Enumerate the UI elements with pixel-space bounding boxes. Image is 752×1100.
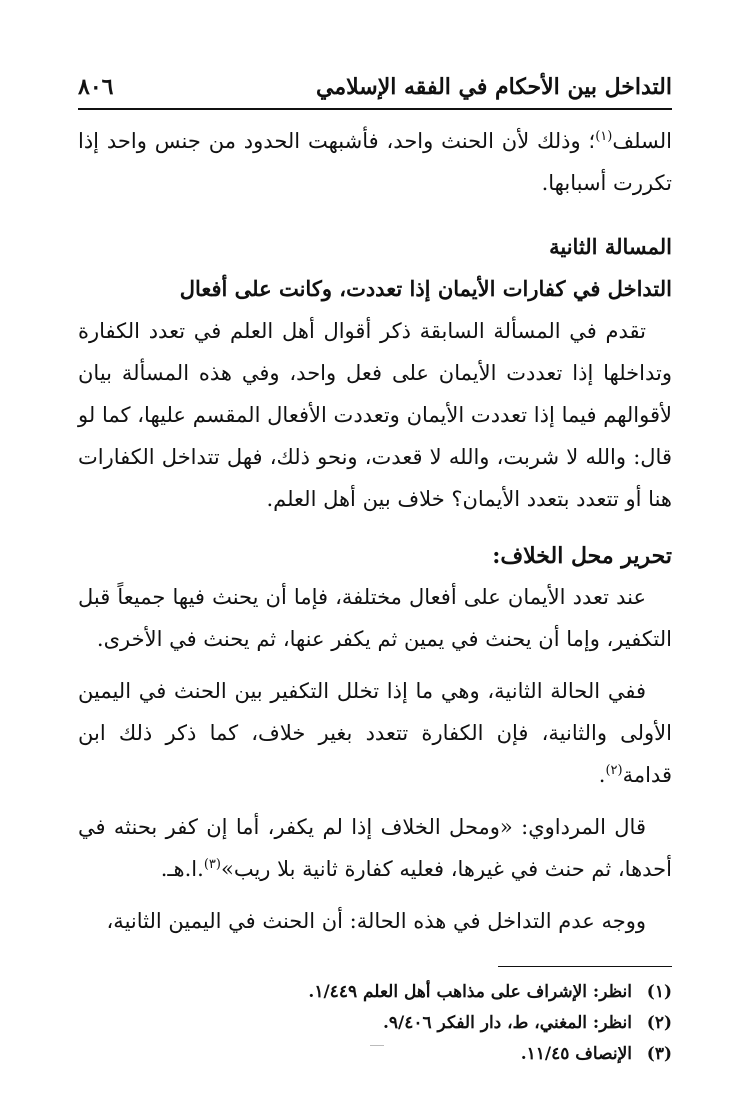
footnote-ref-3: (٣): [203, 857, 221, 872]
footnotes: [78, 977, 672, 1070]
page-bottom-mark: [370, 1045, 384, 1046]
footnote-text: انظر: المغني، ط، دار الفكر ٩/٤٠٦.: [382, 1013, 632, 1033]
footnote-item: [78, 977, 672, 1008]
paragraph-1: تقدم في المسألة السابقة ذكر أقوال أهل العلم في تعدد الكفارة وتداخلها إذا تعددت الأيمان على فعل واحد، وفي هذه المسألة بيان لأقوالهم فيما إذا تعددت الأيمان وتعددت الأفعال المقسم عليها، كما لو قال: والله لا شربت، والله لا قعدت، ونحو ذلك، فهل تتداخل الكفارات هنا أو تتعدد بتعدد الأيمان؟ خلاف بين أهل العلم.: [78, 319, 672, 511]
footnote-mark: (١): [646, 982, 672, 1002]
paragraph-2: عند تعدد الأيمان على أفعال مختلفة، فإما أن يحنث فيها جميعاً قبل التكفير، وإما أن يحنث في يمين ثم يكفر عنها، ثم يحنث في الأخرى.: [78, 585, 672, 651]
footnote-ref-1: (١): [595, 129, 613, 144]
main-text: [78, 110, 672, 942]
book-page: [78, 60, 672, 1070]
footnote-text: انظر: الإشراف على مذاهب أهل العلم ١/٤٤٩.: [308, 982, 632, 1002]
paragraph-5: ووجه عدم التداخل في هذه الحالة: أن الحنث في اليمين الثانية،: [106, 909, 646, 933]
paragraph-3: ففي الحالة الثانية، وهي ما إذا تخلل التكفير بين الحنث في اليمين الأولى والثانية، فإن الكفارة تتعدد بغير خلاف، كما ذكر ذلك ابن قدامة$^{(٢)}$.: [78, 679, 672, 787]
footnote-item: [78, 1039, 672, 1070]
running-header: [78, 60, 672, 110]
footnote-separator: [498, 966, 672, 967]
running-title: التداخل بين الأحكام في الفقه الإسلامي: [316, 74, 672, 100]
intro-paragraph: السلف$^{(١)}$؛ وذلك لأن الحنث واحد، فأشبهت الحدود من جنس واحد إذا تكررت أسبابها.: [78, 129, 672, 195]
footnote-mark: (٢): [646, 1013, 672, 1033]
paragraph-4: قال المرداوي: «ومحل الخلاف إذا لم يكفر، أما إن كفر بحنثه في أحدها، ثم حنث في غيرها، فعليه كفارة ثانية بلا ريب»$^{(٣)}$.ا.هـ.: [78, 815, 672, 881]
footnote-ref-2: (٢): [605, 763, 623, 778]
section-title: المسالة الثانية: [549, 234, 672, 259]
footnote-text: الإنصاف ١١/٤٥.: [520, 1044, 632, 1064]
subheading: تحرير محل الخلاف:: [492, 543, 672, 569]
footnote-item: [78, 1008, 672, 1039]
section-subtitle: التداخل في كفارات الأيمان إذا تعددت، وكانت على أفعال: [179, 276, 672, 301]
footnote-mark: (٣): [646, 1044, 672, 1064]
page-number: ٨٠٦: [78, 74, 114, 100]
